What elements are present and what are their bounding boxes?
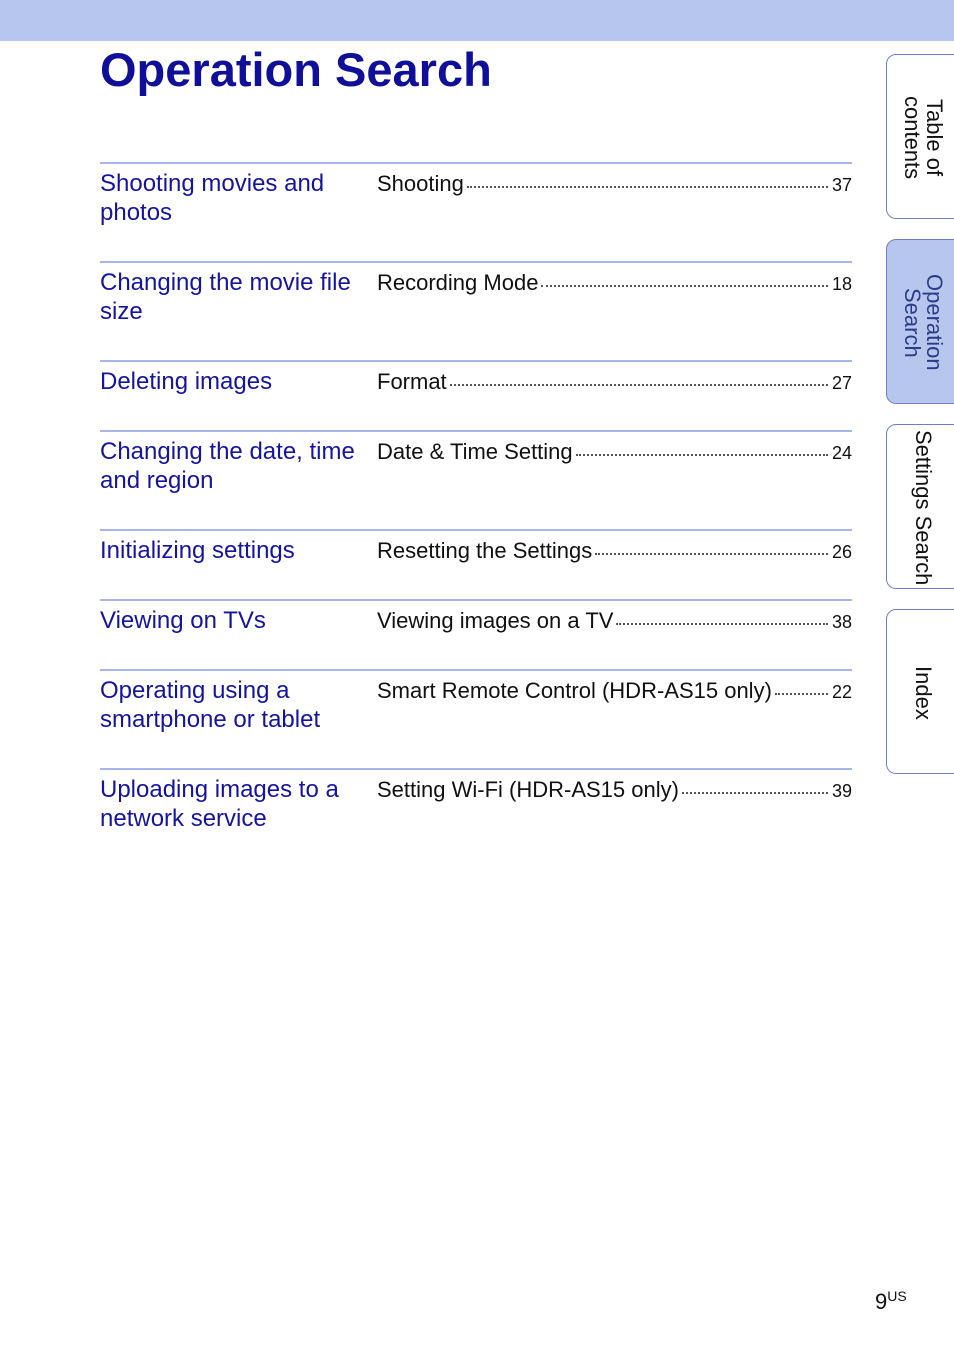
page-suffix: US [887, 1288, 907, 1304]
topic-link[interactable]: Changing the movie file size [100, 269, 351, 325]
dot-leader [595, 553, 828, 555]
entry-label: Format [377, 369, 447, 394]
tab-index[interactable] [886, 609, 954, 774]
list-item [100, 360, 852, 430]
page-reference: 26 [831, 542, 852, 562]
header-band [0, 0, 954, 41]
topic-link[interactable]: Viewing on TVs [100, 607, 266, 634]
page-reference: 18 [831, 274, 852, 294]
topic-link[interactable]: Changing the date, time and region [100, 438, 355, 494]
page-number [875, 1288, 907, 1315]
topic-link[interactable]: Shooting movies and photos [100, 170, 325, 226]
tab-table-of-contents[interactable] [886, 54, 954, 219]
page-reference: 38 [831, 612, 852, 632]
topic-link[interactable]: Operating using a smartphone or tablet [100, 677, 321, 733]
entry-link[interactable] [377, 671, 852, 768]
topic-link[interactable]: Uploading images to a network service [100, 776, 339, 832]
entry-link[interactable] [377, 432, 852, 529]
tab-settings-search[interactable] [886, 424, 954, 589]
list-item [100, 162, 852, 261]
topic-link[interactable]: Deleting images [100, 368, 273, 395]
entry-link[interactable] [377, 531, 852, 599]
entry-link[interactable] [377, 770, 852, 838]
entry-label: Date & Time Setting [377, 439, 573, 464]
entry-label: Resetting the Settings [377, 538, 593, 563]
entry-label: Shooting [377, 171, 464, 196]
dot-leader [775, 693, 828, 695]
tab-label: Operation Search [900, 274, 947, 371]
list-item [100, 599, 852, 669]
entry-link[interactable] [377, 601, 852, 669]
entry-link[interactable] [377, 263, 852, 360]
tab-label: Table of contents [900, 95, 947, 180]
entry-link[interactable] [377, 164, 852, 261]
page-reference: 24 [831, 443, 852, 463]
tab-label: Index [911, 665, 936, 720]
page-number-value: 9 [875, 1289, 888, 1314]
dot-leader [576, 454, 828, 456]
list-item [100, 261, 852, 360]
entry-label: Setting Wi-Fi (HDR-AS15 only) [377, 777, 679, 802]
operation-list [100, 162, 852, 838]
list-item [100, 768, 852, 838]
tab-label: Settings Search [911, 429, 936, 586]
dot-leader [541, 285, 828, 287]
dot-leader [616, 623, 828, 625]
entry-label: Recording Mode [377, 270, 539, 295]
list-item [100, 669, 852, 768]
page-reference: 27 [831, 373, 852, 393]
page-title: Operation Search [100, 43, 492, 96]
dot-leader [467, 186, 828, 188]
page-reference: 37 [831, 175, 852, 195]
list-item [100, 430, 852, 529]
page-reference: 22 [831, 682, 852, 702]
entry-label: Viewing images on a TV [377, 608, 614, 633]
list-item [100, 529, 852, 599]
topic-link[interactable]: Initializing settings [100, 537, 295, 564]
page-reference: 39 [831, 781, 852, 801]
entry-label: Smart Remote Control (HDR-AS15 only) [377, 678, 772, 703]
entry-link[interactable] [377, 362, 852, 430]
dot-leader [682, 792, 828, 794]
dot-leader [450, 384, 828, 386]
tab-operation-search[interactable] [886, 239, 954, 404]
